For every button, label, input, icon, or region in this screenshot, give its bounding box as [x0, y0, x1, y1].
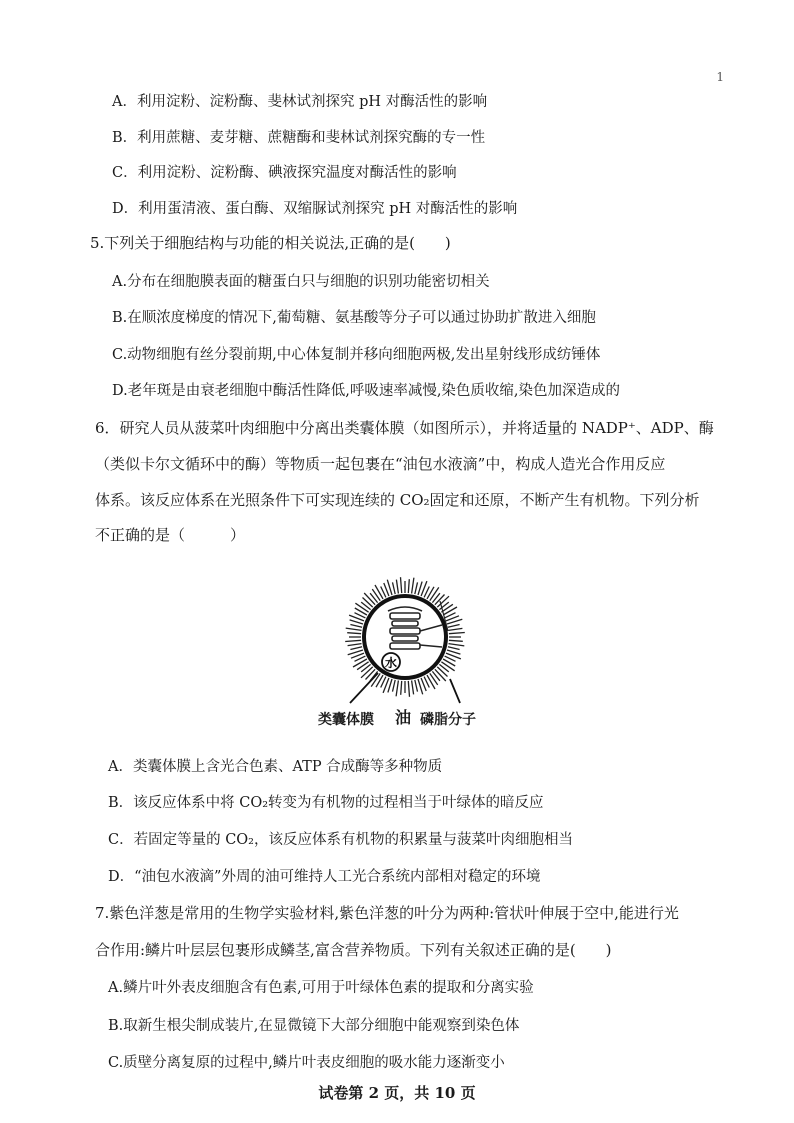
phospholipid-tail	[393, 680, 396, 692]
q7-stem-line-2: 合作用:鳞片叶层层包裹形成鳞茎,富含营养物质。下列有关叙述正确的是( )	[95, 941, 612, 959]
phospholipid-tail	[408, 681, 409, 697]
q4-option-c: C．利用淀粉、淀粉酶、碘液探究温度对酶活性的影响	[112, 165, 457, 181]
phospholipid-tail	[353, 659, 367, 667]
phospholipid-tail	[415, 582, 418, 594]
q4-option-b: B．利用蔗糖、麦芽糖、蔗糖酶和斐林试剂探究酶的专一性	[112, 130, 486, 146]
q6-stem-line-4: 不正确的是（ ）	[95, 526, 246, 544]
phospholipid-tail	[437, 596, 449, 607]
phospholipid-tail	[412, 681, 414, 695]
phospholipid-tail	[435, 595, 445, 605]
q4-option-d: D．利用蛋清液、蛋白酶、双缩脲试剂探究 pH 对酶活性的影响	[112, 201, 518, 217]
phospholipid-tail	[345, 640, 361, 641]
membrane-pointer	[350, 673, 378, 703]
phospholipid-tail	[412, 578, 414, 594]
corner-mark: 1	[716, 70, 724, 84]
phospholipid-tail	[350, 620, 363, 624]
phospholipid-tail	[449, 628, 463, 630]
q6-option-a: A．类囊体膜上含光合色素、ATP 合成酶等多种物质	[108, 759, 443, 775]
phospholipid-tail	[401, 577, 402, 593]
phospholipid-tail	[437, 667, 447, 677]
phospholipid-tail	[441, 662, 454, 671]
q7-option-a: A.鳞片叶外表皮细胞含有色素,可用于叶绿体色素的提取和分离实验	[108, 980, 534, 996]
q5-option-a: A.分布在细胞膜表面的糖蛋白只与细胞的识别功能密切相关	[112, 274, 490, 290]
phospholipid-tail	[364, 593, 375, 605]
q5-stem: 5.下列关于细胞结构与功能的相关说法,正确的是( )	[90, 234, 451, 252]
phospholipid-tail	[449, 644, 465, 646]
phospholipid-tail	[427, 675, 435, 689]
q6-option-d: D．“油包水液滴”外周的油可维持人工光合系统内部相对稳定的环境	[108, 869, 541, 885]
page-footer: 试卷第 2 页，共 10 页	[318, 1084, 476, 1102]
phospholipid-tail	[449, 633, 465, 634]
phospholipid-tail	[396, 580, 398, 594]
q7-option-c: C.质壁分离复原的过程中,鳞片叶表皮细胞的吸水能力逐渐变小	[108, 1055, 505, 1071]
label-phospholipid: 磷脂分子	[420, 712, 476, 728]
q6-option-c: C．若固定等量的 CO₂，该反应体系有机物的积累量与菠菜叶肉细胞相当	[108, 832, 573, 848]
label-thylakoid-membrane: 类囊体膜	[318, 712, 374, 728]
phospholipid-tail	[350, 647, 362, 650]
q7-stem-line-1: 7.紫色洋葱是常用的生物学实验材料,紫色洋葱的叶分为两种:管状叶伸展于空中,能进行光	[95, 904, 679, 922]
q6-option-b: B．该反应体系中将 CO₂转变为有机物的过程相当于叶绿体的暗反应	[108, 795, 544, 811]
q5-option-c: C.动物细胞有丝分裂前期,中心体复制并移向细胞两极,发出星射线形成纺锤体	[112, 347, 601, 363]
droplet-illustration	[310, 575, 500, 705]
phospholipid-tail	[350, 625, 362, 628]
phospholipid-tail	[388, 679, 392, 692]
oil-in-water-droplet-diagram	[310, 575, 500, 735]
water-label: 水	[384, 656, 398, 670]
phospholipid-tail	[375, 585, 383, 599]
phospholipid-tail	[415, 680, 418, 692]
phospholipid-tail	[361, 667, 373, 678]
phospholipid-tail	[348, 644, 362, 646]
q6-stem-line-1: 6．研究人员从菠菜叶肉细胞中分离出类囊体膜（如图所示），并将适量的 NADP⁺、ADP、酶	[95, 419, 714, 437]
phospholipid-tail	[401, 681, 402, 695]
phospholipid-tail	[418, 582, 422, 595]
phospholipid-tail	[363, 598, 373, 608]
phospholipid-tail	[449, 640, 463, 641]
q6-stem-line-3: 体系。该反应体系在光照条件下可实现连续的 CO₂固定和还原，不断产生有机物。下列分析	[95, 491, 700, 509]
q5-option-d: D.老年斑是由衰老细胞中酶活性降低,呼吸速率减慢,染色质收缩,染色加深造成的	[112, 383, 621, 399]
label-oil: 油	[395, 708, 412, 727]
phospholipid-tail	[346, 628, 362, 630]
inner-droplet-boundary	[364, 596, 446, 678]
phospholipid-tail	[393, 582, 396, 594]
phospholipid-tail	[355, 603, 368, 612]
q7-option-b: B.取新生根尖制成装片,在显微镜下大部分细胞中能观察到染色体	[108, 1018, 520, 1034]
phospholipid-tail	[430, 587, 439, 600]
q5-option-b: B.在顺浓度梯度的情况下,葡萄糖、氨基酸等分子可以通过协助扩散进入细胞	[112, 310, 596, 326]
phospholipid-tail	[443, 607, 457, 615]
phospholipid-tail	[408, 579, 409, 593]
phospholipid-tail	[347, 633, 361, 634]
phospholipid-tail	[447, 650, 460, 654]
q6-stem-line-2: （类似卡尔文循环中的酶）等物质一起包裹在“油包水液滴”中，构成人造光合作用反应	[95, 455, 666, 473]
phospholipid-tail	[448, 647, 460, 650]
phospholipid-tail	[396, 681, 398, 697]
q4-option-a: A．利用淀粉、淀粉酶、斐林试剂探究 pH 对酶活性的影响	[112, 94, 488, 110]
phospholipid-tail	[448, 625, 460, 628]
phospholipid-tail	[435, 669, 446, 681]
phospholipid-pointer	[450, 679, 460, 703]
